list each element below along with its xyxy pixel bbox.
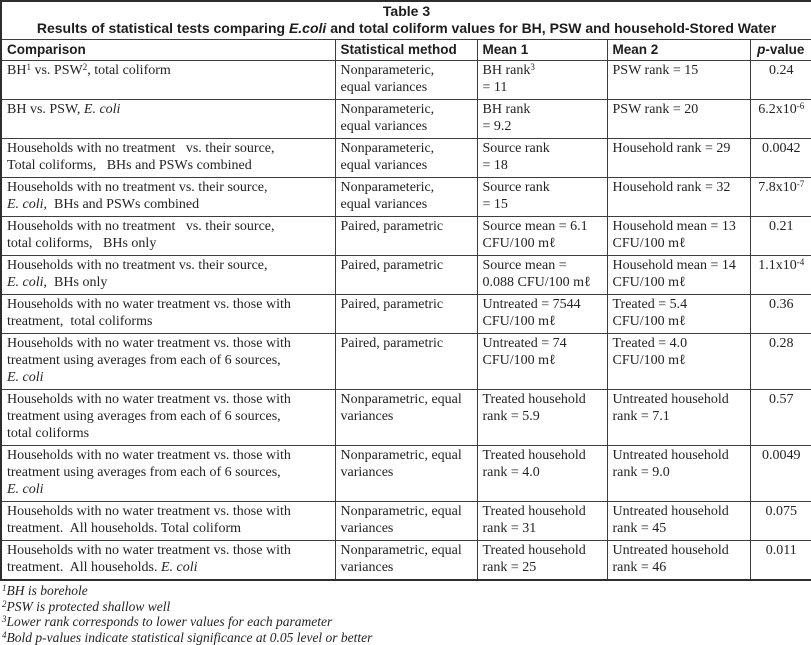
cell-method: Nonparametric, equal variances <box>335 541 477 581</box>
cell-pvalue: 0.28 <box>750 334 811 390</box>
cell-pvalue: 0.36 <box>750 295 811 334</box>
cell-method: Paired, parametric <box>335 217 477 256</box>
table-row <box>1 295 811 334</box>
cell-method: Nonparametric, equal variances <box>335 390 477 446</box>
cell-comparison: Households with no water treatment vs. those with treatment using averages from each of 6 sources, E. coli <box>1 334 335 390</box>
cell-mean2: Household mean = 14 CFU/100 mℓ <box>607 256 750 295</box>
footnote: $^3$Lower rank corresponds to lower values for each parameter <box>2 614 811 630</box>
cell-pvalue: 0.0042 <box>750 139 811 178</box>
table-row <box>1 217 811 256</box>
cell-comparison: Households with no water treatment vs. those with treatment using averages from each of 6 sources, total coliforms <box>1 390 335 446</box>
cell-comparison: Households with no treatment vs. their source, Total coliforms, BHs and PSWs combined <box>1 139 335 178</box>
table-row <box>1 256 811 295</box>
cell-comparison: $BH^1$ vs. PSW$^2$, total coliform <box>1 61 335 100</box>
table-row <box>1 61 811 100</box>
footnote: $^1$BH is borehole <box>2 583 811 599</box>
cell-mean2: Untreated household rank = 7.1 <box>607 390 750 446</box>
cell-method: Nonparameteric, equal variances <box>335 139 477 178</box>
cell-pvalue: $7.8x10^{-7}$ <box>750 178 811 217</box>
cell-method: Paired, parametric <box>335 256 477 295</box>
cell-mean1: Treated household rank = 25 <box>477 541 607 581</box>
col-header-comparison: Comparison <box>1 40 335 61</box>
cell-mean2: Household rank = 32 <box>607 178 750 217</box>
cell-mean2: Untreated household rank = 45 <box>607 502 750 541</box>
cell-comparison: Households with no treatment vs. their source, total coliforms, BHs only <box>1 217 335 256</box>
cell-mean2: Untreated household rank = 9.0 <box>607 446 750 502</box>
cell-comparison: Households with no treatment vs. their source, E. coli, BHs and PSWs combined <box>1 178 335 217</box>
footnote: $^4$Bold p-values indicate statistical significance at 0.05 level or better <box>2 630 811 645</box>
table-title: Results of statistical tests comparing E.coli and total coliform values for BH, PSW and household-Stored Water <box>4 20 809 37</box>
cell-method: Nonparameteric, equal variances <box>335 61 477 100</box>
cell-mean1: Untreated = 7544 CFU/100 mℓ <box>477 295 607 334</box>
cell-comparison: Households with no water treatment vs. those with treatment using averages from each of 6 sources, E. coli <box>1 446 335 502</box>
table-row <box>1 541 811 581</box>
table-number: Table 3 <box>4 3 809 20</box>
cell-mean2: Treated = 4.0 CFU/100 mℓ <box>607 334 750 390</box>
table-row <box>1 390 811 446</box>
table-row <box>1 334 811 390</box>
cell-mean1: Treated household rank = 4.0 <box>477 446 607 502</box>
table-row <box>1 100 811 139</box>
cell-method: Nonparameteric, equal variances <box>335 178 477 217</box>
cell-pvalue: 0.011 <box>750 541 811 581</box>
cell-pvalue: 0.57 <box>750 390 811 446</box>
cell-mean1: Source rank = 15 <box>477 178 607 217</box>
cell-pvalue: 0.24 <box>750 61 811 100</box>
cell-mean2: PSW rank = 20 <box>607 100 750 139</box>
cell-mean2: PSW rank = 15 <box>607 61 750 100</box>
cell-mean2: Household mean = 13 CFU/100 mℓ <box>607 217 750 256</box>
cell-comparison: Households with no water treatment vs. those with treatment. All households. E. coli <box>1 541 335 581</box>
cell-mean2: Untreated household rank = 46 <box>607 541 750 581</box>
cell-comparison: BH vs. PSW, E. coli <box>1 100 335 139</box>
footnotes <box>0 581 811 645</box>
cell-method: Paired, parametric <box>335 334 477 390</box>
cell-method: Nonparameteric, equal variances <box>335 100 477 139</box>
table-body <box>1 61 811 581</box>
title-row <box>1 1 811 40</box>
cell-mean1: Untreated = 74 CFU/100 mℓ <box>477 334 607 390</box>
cell-pvalue: $1.1x10^{-4}$ <box>750 256 811 295</box>
cell-mean2: Treated = 5.4 CFU/100 mℓ <box>607 295 750 334</box>
cell-comparison: Households with no treatment vs. their source, E. coli, BHs only <box>1 256 335 295</box>
cell-method: Nonparametric, equal variances <box>335 446 477 502</box>
cell-mean1: BH rank$^3$ = 11 <box>477 61 607 100</box>
footnote: $^2$PSW is protected shallow well <box>2 599 811 615</box>
table-row <box>1 139 811 178</box>
table-row <box>1 178 811 217</box>
col-header-mean2: Mean 2 <box>607 40 750 61</box>
cell-comparison: Households with no water treatment vs. those with treatment, total coliforms <box>1 295 335 334</box>
cell-mean1: Treated household rank = 5.9 <box>477 390 607 446</box>
cell-mean1: Source rank = 18 <box>477 139 607 178</box>
column-header-row <box>1 40 811 61</box>
cell-mean2: Household rank = 29 <box>607 139 750 178</box>
cell-mean1: Treated household rank = 31 <box>477 502 607 541</box>
table-row <box>1 502 811 541</box>
col-header-method: Statistical method <box>335 40 477 61</box>
cell-method: Nonparametric, equal variances <box>335 502 477 541</box>
col-header-pvalue: p-value <box>750 40 811 61</box>
cell-pvalue: 0.0049 <box>750 446 811 502</box>
cell-pvalue: $6.2x10^{-6}$ <box>750 100 811 139</box>
table-row <box>1 446 811 502</box>
cell-mean1: Source mean = 6.1 CFU/100 mℓ <box>477 217 607 256</box>
cell-mean1: Source mean = 0.088 CFU/100 mℓ <box>477 256 607 295</box>
cell-mean1: BH rank = 9.2 <box>477 100 607 139</box>
cell-pvalue: 0.075 <box>750 502 811 541</box>
table-caption <box>1 1 811 40</box>
col-header-mean1: Mean 1 <box>477 40 607 61</box>
cell-method: Paired, parametric <box>335 295 477 334</box>
cell-comparison: Households with no water treatment vs. those with treatment. All households. Total coliform <box>1 502 335 541</box>
cell-pvalue: 0.21 <box>750 217 811 256</box>
